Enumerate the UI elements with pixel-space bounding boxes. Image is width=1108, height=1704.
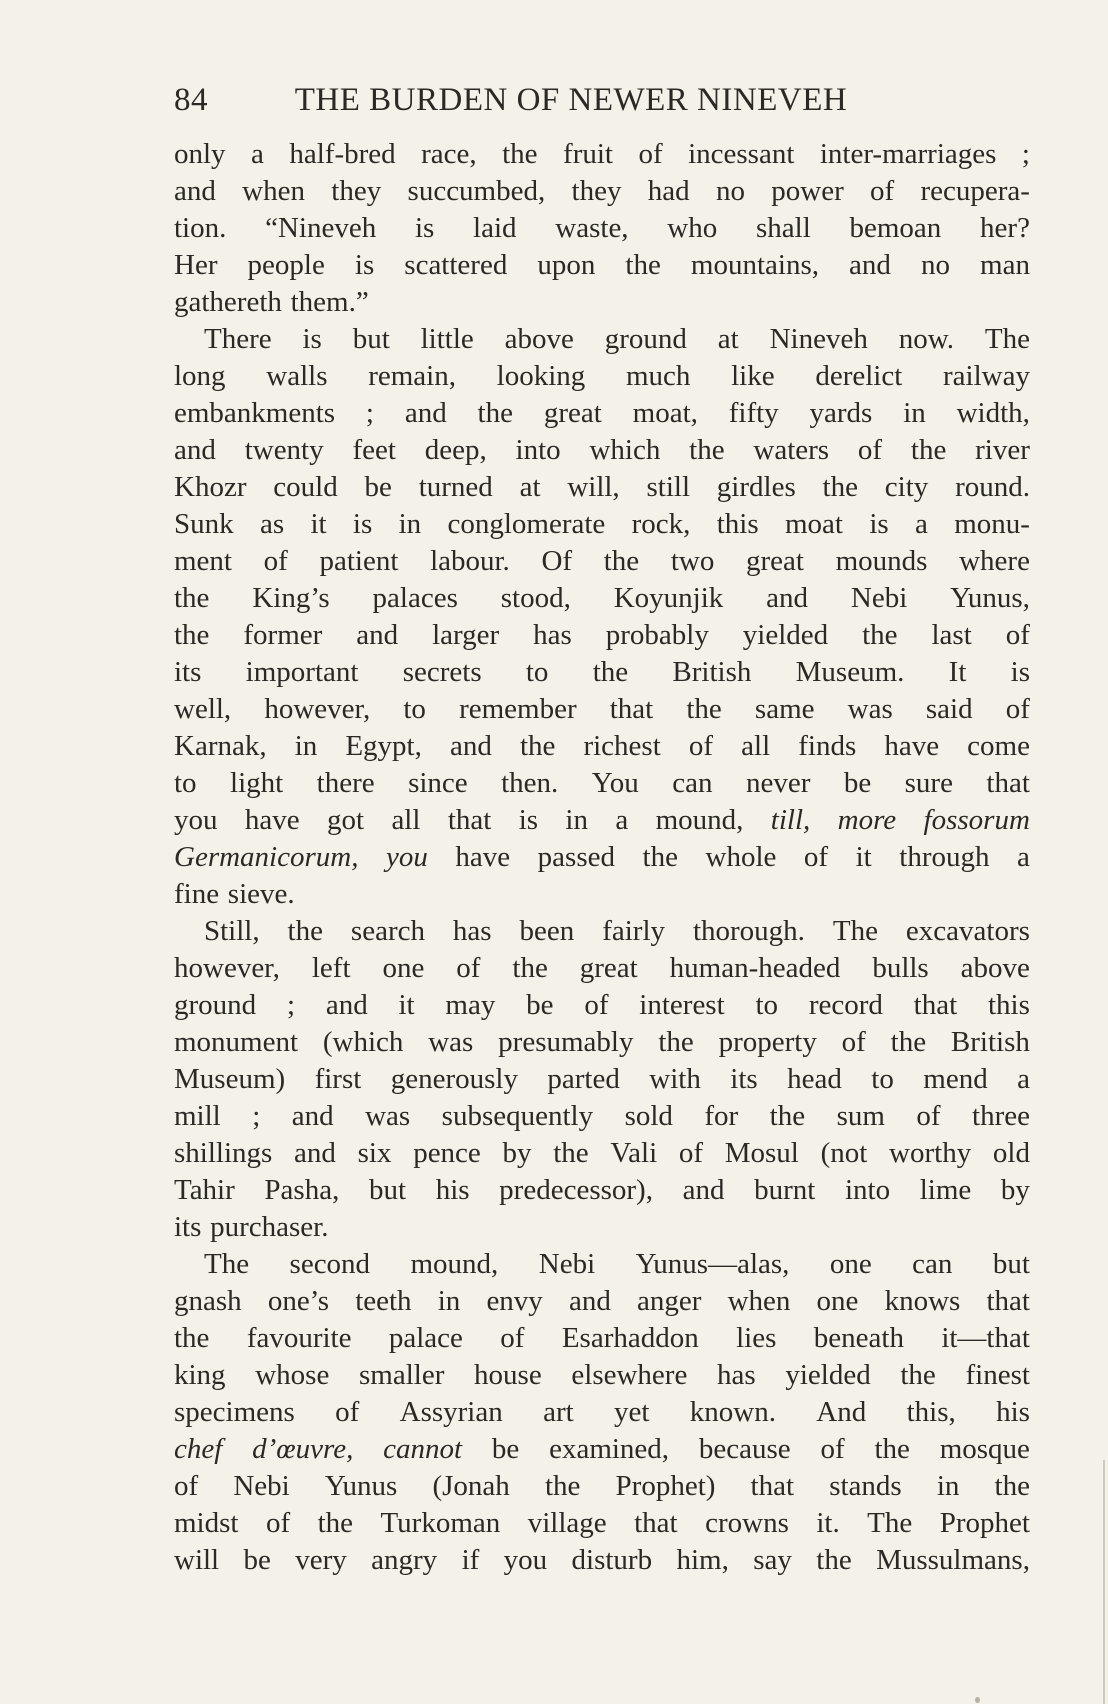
text-line: Museum) first generously parted with its head to mend a [174,1063,1030,1095]
text-line: Still, the search has been fairly thorough. The excavators [204,915,1030,947]
text-line: The second mound, Nebi Yunus—alas, one can but [204,1248,1030,1280]
body-text [174,136,1030,1579]
text-line: tion. “Nineveh is laid waste, who shall bemoan her? [174,212,1030,244]
text-line: to light there since then. You can never be sure that [174,767,1030,799]
text-line: its important secrets to the British Museum. It is [174,656,1030,688]
text-line: midst of the Turkoman village that crowns it. The Prophet [174,1507,1030,1539]
text-line: ground ; and it may be of interest to record that this [174,989,1030,1021]
text-line: however, left one of the great human-headed bulls above [174,952,1030,984]
text-line: gathereth them.” [174,286,369,318]
text-line: well, however, to remember that the same was said of [174,693,1030,725]
text-line: will be very angry if you disturb him, say the Mussulmans, [174,1544,1030,1576]
text-line: specimens of Assyrian art yet known. And this, his [174,1396,1030,1428]
text-line: Sunk as it is in conglomerate rock, this moat is a monu- [174,508,1030,540]
text-line: mill ; and was subsequently sold for the sum of three [174,1100,1030,1132]
text-line: chef d’œuvre, cannot be examined, because of the mosque [174,1433,1030,1465]
text-line: shillings and six pence by the Vali of Mosul (not worthy old [174,1137,1030,1169]
text-line: king whose smaller house elsewhere has yielded the finest [174,1359,1030,1391]
running-title: THE BURDEN OF NEWER NINEVEH [294,82,848,118]
text-line: gnash one’s teeth in envy and anger when one knows that [174,1285,1030,1317]
text-line: embankments ; and the great moat, fifty yards in width, [174,397,1030,429]
text-line: only a half-bred race, the fruit of incessant inter-marriages ; [174,138,1030,170]
running-head [174,76,1034,124]
text-line: of Nebi Yunus (Jonah the Prophet) that stands in the [174,1470,1030,1502]
text-line: There is but little above ground at Nineveh now. The [204,323,1030,355]
text-line: you have got all that is in a mound, till, more fossorum [174,804,1030,836]
text-line: its purchaser. [174,1211,329,1243]
page-number: 84 [174,82,208,118]
text-line: Karnak, in Egypt, and the richest of all finds have come [174,730,1030,762]
text-line: the King’s palaces stood, Koyunjik and Nebi Yunus, [174,582,1030,614]
text-line: long walls remain, looking much like derelict railway [174,360,1030,392]
text-line: and twenty feet deep, into which the waters of the river [174,434,1030,466]
text-line: the former and larger has probably yielded the last of [174,619,1030,651]
text-line: Germanicorum, you have passed the whole of it through a [174,841,1030,873]
page-edge-shadow [1103,1460,1105,1704]
text-line: Khozr could be turned at will, still girdles the city round. [174,471,1030,503]
text-line: ment of patient labour. Of the two great mounds where [174,545,1030,577]
paper-speck [975,1697,980,1703]
text-line: and when they succumbed, they had no power of recupera- [174,175,1030,207]
text-line: Tahir Pasha, but his predecessor), and burnt into lime by [174,1174,1030,1206]
text-line: the favourite palace of Esarhaddon lies beneath it—that [174,1322,1030,1354]
text-line: Her people is scattered upon the mountains, and no man [174,249,1030,281]
text-line: fine sieve. [174,878,295,910]
text-line: monument (which was presumably the property of the British [174,1026,1030,1058]
